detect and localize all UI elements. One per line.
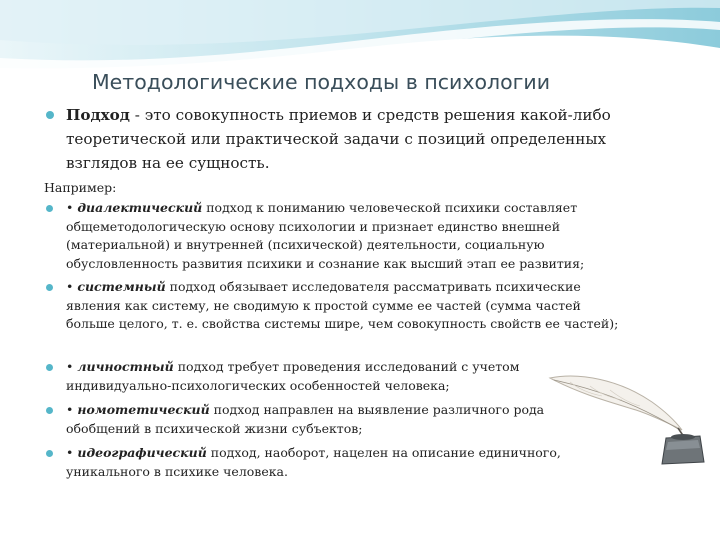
list-item [66,278,626,334]
list-item [66,199,626,273]
quill-and-inkwell-icon [540,350,720,470]
definition-term: Подход [66,106,130,124]
list-item [66,444,614,481]
bullet-icon [46,205,53,212]
item-prefix: • [66,445,78,460]
item-term: системный [77,279,166,294]
bullet-icon [46,284,53,291]
item-term: личностный [77,359,174,374]
list-item [66,401,596,438]
item-term: диалектический [77,200,203,215]
item-prefix: • [66,279,78,294]
slide-title: Методологические подходы в психологии [92,70,551,94]
bullet-icon [46,407,53,414]
item-text: подход, наоборот, нацелен на описание единичного, уникального в психике человека. [66,445,561,479]
item-text: подход к пониманию человеческой психики составляет общеметодологическую основу психологии и признает единство внешней (материальной) и внутренней (психической) деятельности, социальную обусловленность развития психики и сознание как высший этап ее развития; [66,200,585,271]
item-prefix: • [66,402,78,417]
item-text: подход направлен на выявление различного рода обобщений в психической жизни субъектов; [66,402,545,436]
bullet-icon [46,450,53,457]
example-label: Например: [44,180,117,195]
bullet-icon [46,111,54,119]
bullet-icon [46,364,53,371]
item-prefix: • [66,200,78,215]
definition-text: - это совокупность приемов и средств решения какой-либо теоретической или практической задачи с позиций определенных взглядов на ее сущность. [66,106,611,172]
item-text: подход требует проведения исследований с учетом индивидуально-психологических особенностей человека; [66,359,520,393]
item-term: номотетический [77,402,210,417]
definition-paragraph [66,103,656,175]
item-prefix: • [66,359,78,374]
list-item [66,358,556,395]
item-text: подход обязывает исследователя рассматривать психические явления как систему, не сводимую к простой сумме ее частей (сумма частей больше целого, т. е. свойства системы шире, чем совокупность свойств ее частей); [66,279,619,331]
item-term: идеографический [77,445,207,460]
